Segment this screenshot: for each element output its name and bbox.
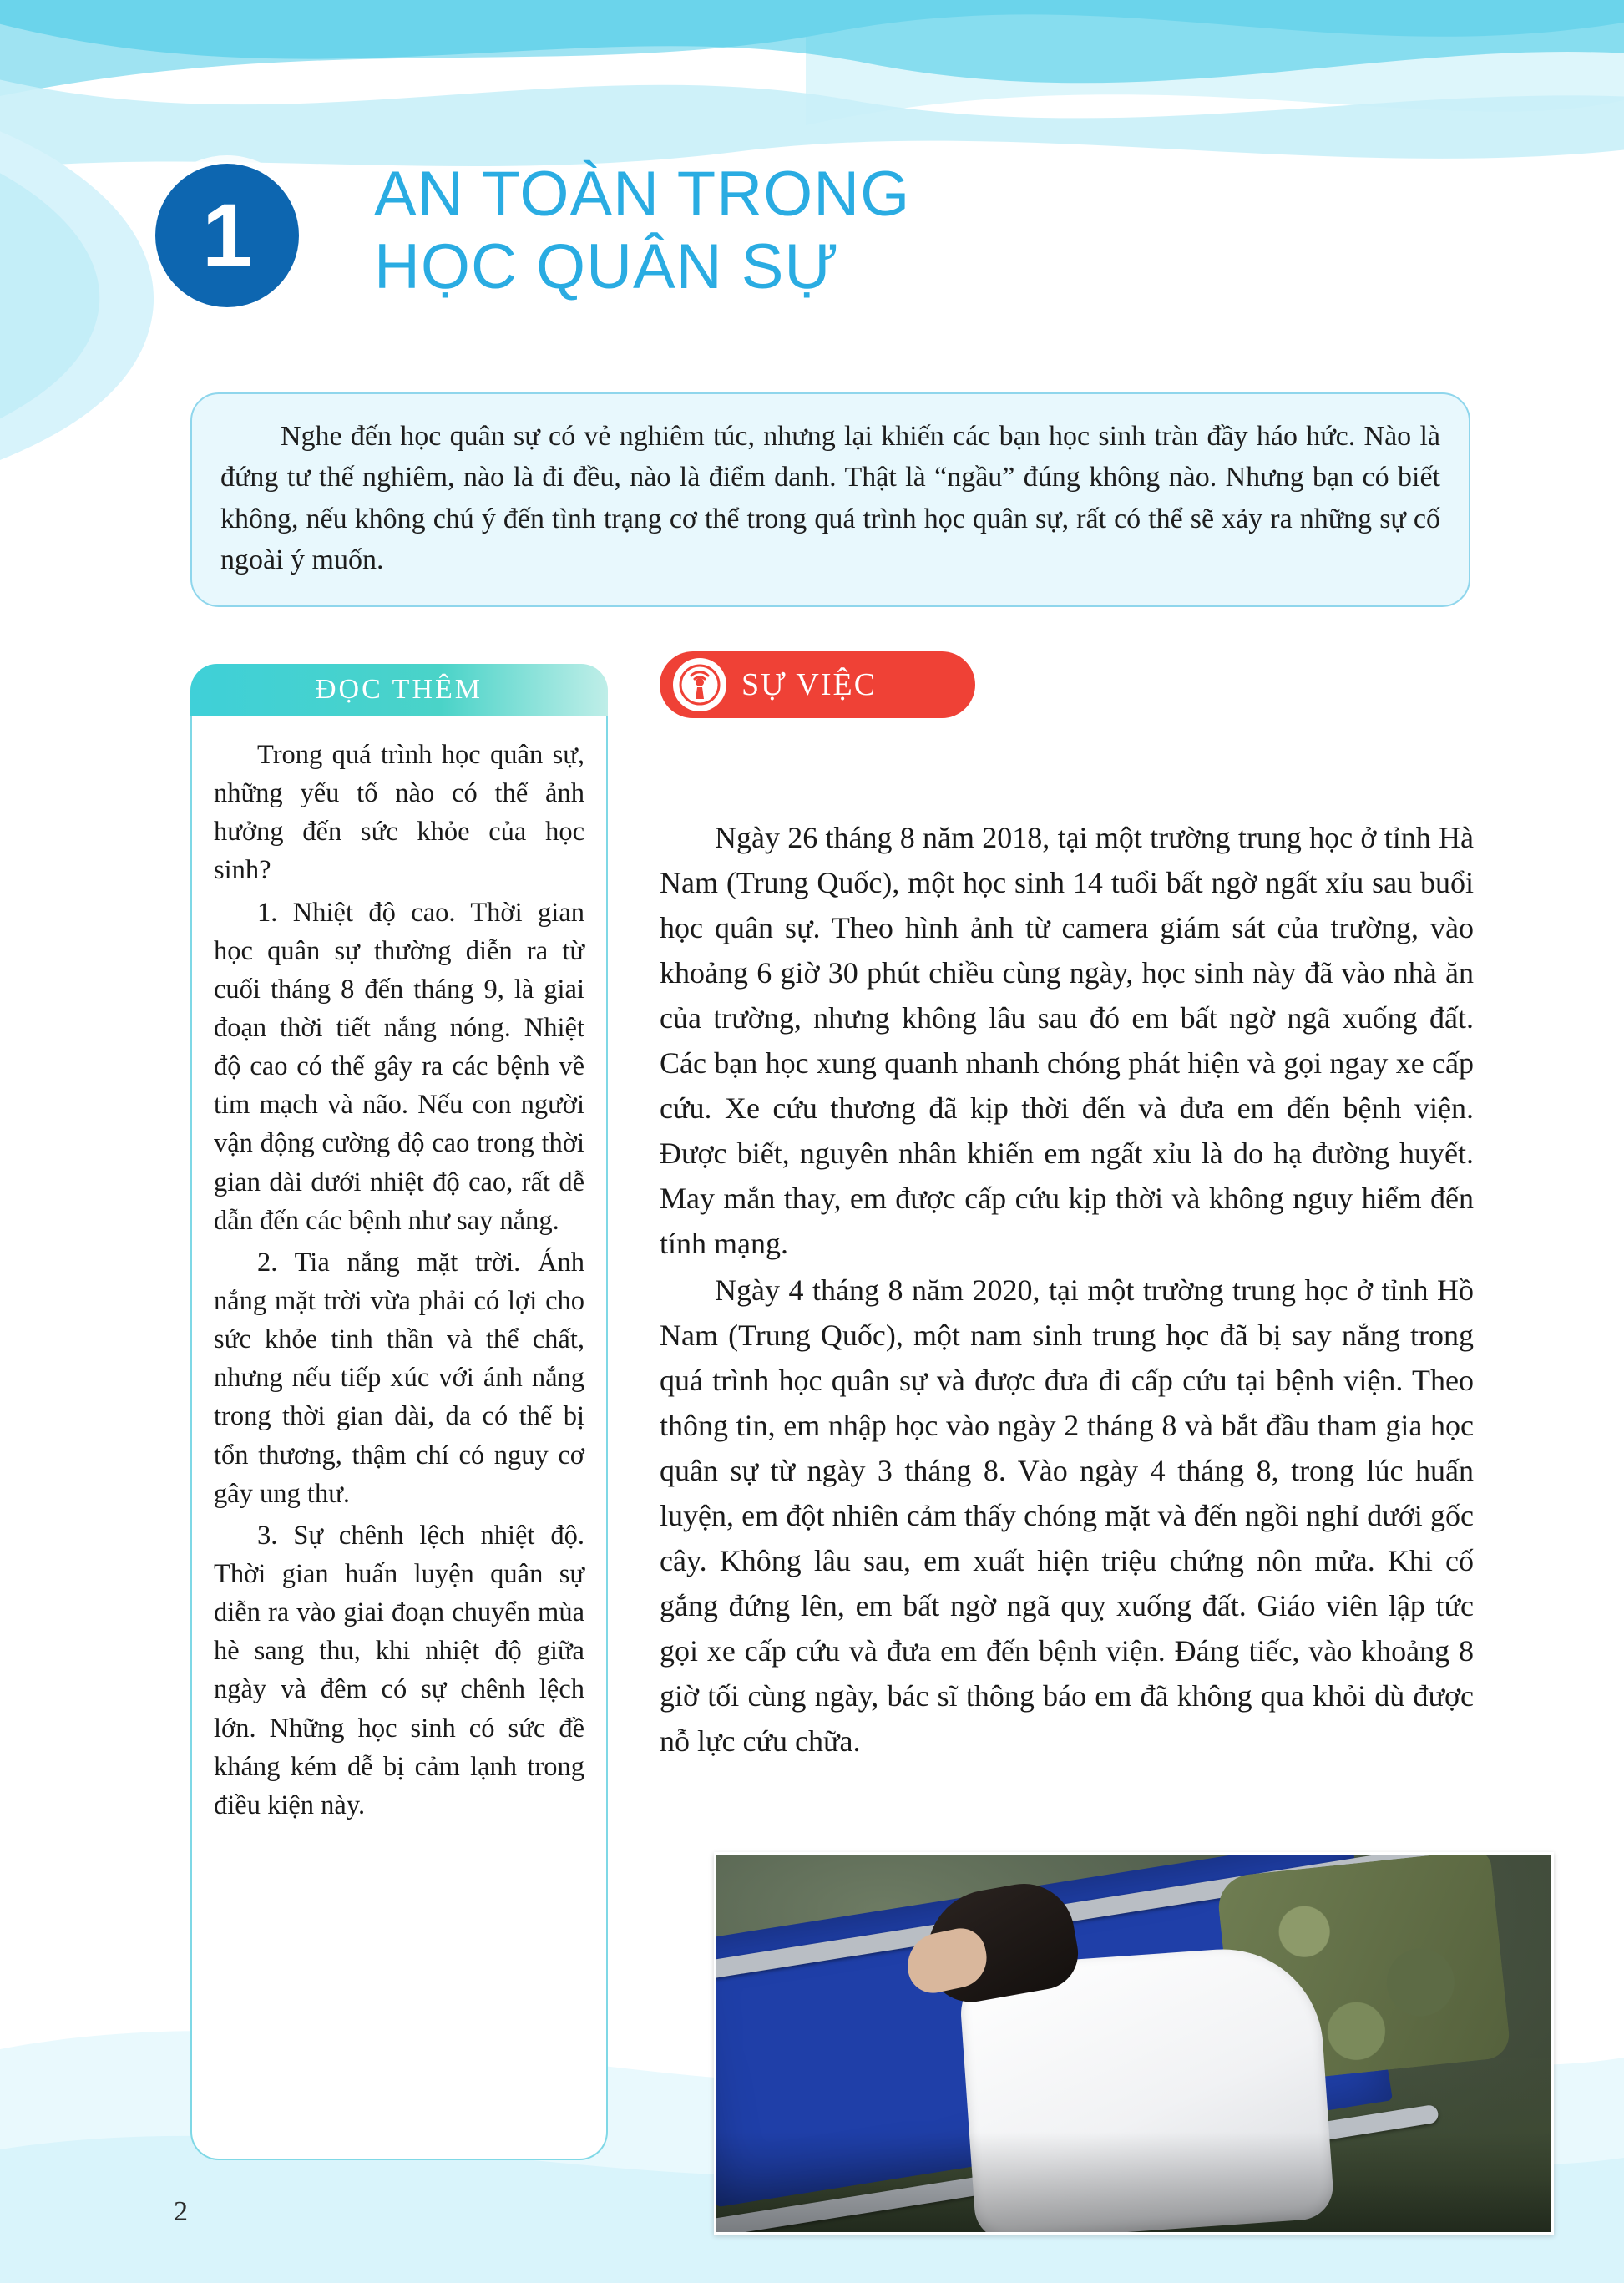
chapter-title-line-2: HỌC QUÂN SỰ	[374, 230, 840, 302]
broadcast-icon	[673, 658, 726, 711]
main-article-text	[660, 815, 1474, 1765]
sidebar-paragraph-1: Trong quá trình học quân sự, những yếu tố nào có thể ảnh hưởng đến sức khỏe của học sinh?	[214, 740, 584, 886]
photo-vignette	[716, 2132, 1551, 2232]
main-paragraph-1: Ngày 26 tháng 8 năm 2018, tại một trường trung học ở tỉnh Hà Nam (Trung Quốc), một học sinh 14 tuổi bất ngờ ngất xỉu sau buổi học quân sự. Theo hình ảnh từ camera giám sát của trường, vào khoảng 6 giờ 30 phút chiều cùng ngày, học sinh này đã vào nhà ăn của trường, nhưng không lâu sau đó em bất ngờ ngã xuống đất. Các bạn học xung quanh nhanh chóng phát hiện và gọi ngay xe cấp cứu. Xe cứu thương đã kịp thời đến và đưa em đến bệnh viện. Được biết, nguyên nhân khiến em ngất xỉu là do hạ đường huyết. May mắn thay, em được cấp cứu kịp thời và không nguy hiểm đến tính mạng.	[660, 821, 1474, 1260]
chapter-number-badge: 1	[155, 164, 299, 307]
main-paragraph-2: Ngày 4 tháng 8 năm 2020, tại một trường trung học ở tỉnh Hồ Nam (Trung Quốc), một nam sinh trung học đã bị say nắng trong quá trình học quân sự và được đưa đi cấp cứu tại bệnh viện. Theo thông tin, em nhập học vào ngày 2 tháng 8 và bắt đầu tham gia học quân sự từ ngày 3 tháng 8. Vào ngày 4 tháng 8, trong lúc huấn luyện, em đột nhiên cảm thấy chóng mặt và đến ngồi nghỉ dưới gốc cây. Không lâu sau, em xuất hiện triệu chứng nôn mửa. Khi cố gắng đứng lên, em bất ngờ ngã quỵ xuống đất. Giáo viên lập tức gọi xe cấp cứu và đưa em đến bệnh viện. Đáng tiếc, vào khoảng 8 giờ tối cùng ngày, bác sĩ thông báo em đã không qua khỏi dù được nỗ lực cứu chữa.	[660, 1273, 1474, 1758]
broadcast-icon-glyph	[679, 664, 721, 706]
page-title	[374, 159, 1451, 303]
sidebar-paragraph-4: 3. Sự chênh lệch nhiệt độ. Thời gian huấn luyện quân sự diễn ra vào giai đoạn chuyển mùa hè sang thu, khi nhiệt độ giữa ngày và đêm có sự chênh lệch lớn. Những học sinh có sức đề kháng kém dễ bị cảm lạnh trong điều kiện này.	[214, 1520, 584, 1820]
event-section-badge	[660, 651, 975, 718]
sidebar-read-more	[190, 664, 608, 2160]
page-number: 2	[174, 2196, 188, 2227]
intro-callout-box	[190, 392, 1470, 607]
sidebar-body	[190, 716, 608, 2160]
incident-photo	[714, 1852, 1554, 2235]
event-badge-label: SỰ VIỆC	[741, 667, 878, 702]
sidebar-tab-label: ĐỌC THÊM	[190, 664, 608, 716]
chapter-header	[155, 159, 1458, 347]
sidebar-paragraph-2: 1. Nhiệt độ cao. Thời gian học quân sự thường diễn ra từ cuối tháng 8 đến tháng 9, là giai đoạn thời tiết nắng nóng. Nhiệt độ cao có thể gây ra các bệnh về tim mạch và não. Nếu con người vận động cường độ cao trong thời gian dài dưới nhiệt độ cao, rất dễ dẫn đến các bệnh như say nắng.	[214, 897, 584, 1236]
chapter-title-line-1: AN TOÀN TRONG	[374, 159, 911, 230]
intro-paragraph: Nghe đến học quân sự có vẻ nghiêm túc, nhưng lại khiến các bạn học sinh tràn đầy háo hức. Nào là đứng tư thế nghiêm, nào là đi đều, nào là điểm danh. Thật là “ngầu” đúng không nào. Nhưng bạn có biết không, nếu không chú ý đến tình trạng cơ thể trong quá trình học quân sự, rất có thể sẽ xảy ra những sự cố ngoài ý muốn.	[220, 421, 1440, 575]
sidebar-paragraph-3: 2. Tia nắng mặt trời. Ánh nắng mặt trời vừa phải có lợi cho sức khỏe tinh thần và thể chất, nhưng nếu tiếp xúc với ánh nắng trong thời gian dài, da có thể bị tổn thương, thậm chí có nguy cơ gây ung thư.	[214, 1247, 584, 1509]
